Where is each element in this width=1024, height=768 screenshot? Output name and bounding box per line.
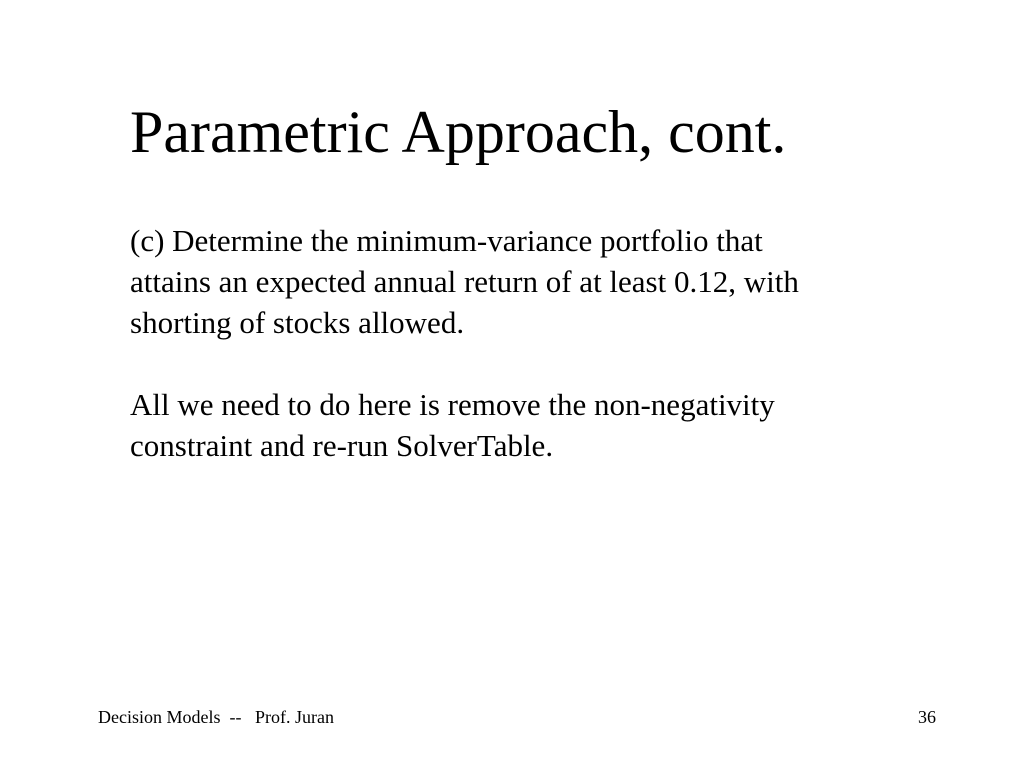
body-line: attains an expected annual return of at least 0.12, with: [130, 264, 799, 299]
body-line: constraint and re-run SolverTable.: [130, 428, 554, 463]
footer-course-label: Decision Models -- Prof. Juran: [98, 707, 334, 727]
body-line: shorting of stocks allowed.: [130, 305, 465, 340]
body-line: (c) Determine the minimum-variance portfolio that: [130, 223, 763, 258]
slide-title: Parametric Approach, cont.: [130, 99, 787, 165]
footer-page-number: 36: [918, 707, 936, 727]
body-line: All we need to do here is remove the non-negativity: [130, 387, 775, 422]
body-paragraph-question: [130, 220, 970, 343]
body-paragraph-answer: [130, 384, 970, 466]
